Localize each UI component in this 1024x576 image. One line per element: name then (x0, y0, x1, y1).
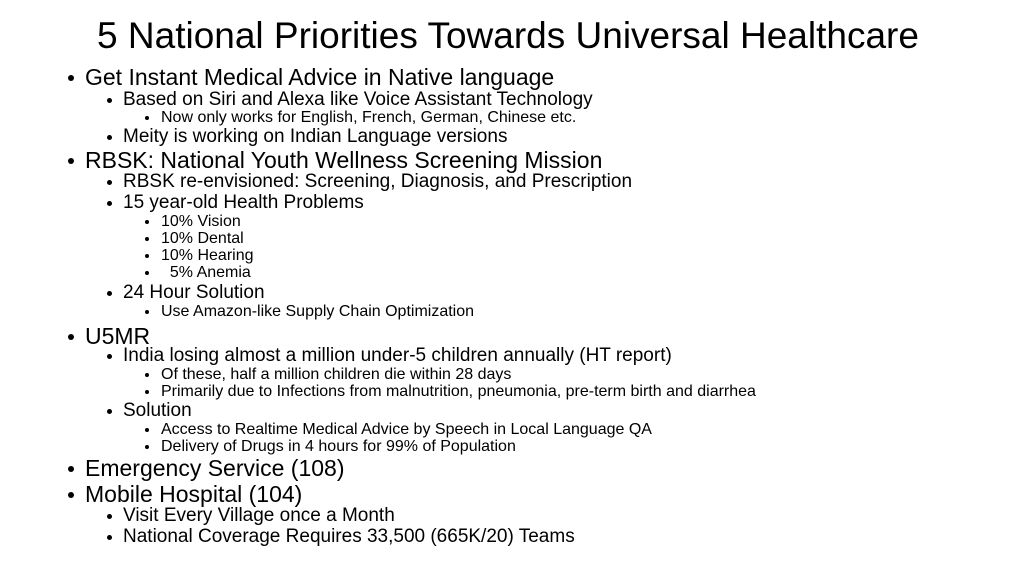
bullet-text: RBSK: National Youth Wellness Screening Mission (85, 147, 603, 173)
bullet-dot-icon (107, 98, 112, 103)
bullet-text: Solution (123, 400, 192, 421)
slide-title: 5 National Priorities Towards Universal Healthcare (97, 15, 919, 56)
bullet-dot-icon (107, 135, 112, 140)
bullet-dot-icon (107, 409, 112, 414)
bullet-text: India losing almost a million under-5 children annually (HT report) (123, 345, 672, 366)
bullet-dot-icon (68, 75, 74, 81)
bullet-dot-icon (68, 466, 74, 472)
bullet-dot-icon (107, 201, 112, 206)
bullet-dot-icon (145, 271, 149, 275)
bullet-text: Access to Realtime Medical Advice by Speech in Local Language QA (161, 421, 652, 438)
bullet-dot-icon (68, 158, 74, 164)
bullet-dot-icon (145, 254, 149, 258)
bullet-text: U5MR (85, 323, 151, 349)
bullet-text: Meity is working on Indian Language versions (123, 126, 508, 147)
bullet-dot-icon (107, 535, 112, 540)
bullet-text: National Coverage Requires 33,500 (665K/20) Teams (123, 526, 575, 547)
bullet-dot-icon (145, 220, 149, 224)
bullet-text: Based on Siri and Alexa like Voice Assistant Technology (123, 89, 593, 110)
bullet-text: 10% Dental (161, 230, 244, 247)
bullet-text: Mobile Hospital (104) (85, 481, 303, 507)
bullet-text: Of these, half a million children die within 28 days (161, 366, 512, 383)
bullet-text: Use Amazon-like Supply Chain Optimization (161, 303, 475, 320)
bullet-dot-icon (107, 514, 112, 519)
bullet-text: 10% Hearing (161, 247, 254, 264)
bullet-text: 5% Anemia (161, 264, 251, 281)
bullet-dot-icon (145, 310, 149, 314)
bullet-text: Get Instant Medical Advice in Native language (85, 64, 555, 90)
bullet-text: Primarily due to Infections from malnutrition, pneumonia, pre-term birth and diarrhea (161, 383, 756, 400)
bullet-text: 10% Vision (161, 213, 241, 230)
bullet-text: Visit Every Village once a Month (123, 505, 395, 526)
bullet-dot-icon (68, 492, 74, 498)
bullet-text: Delivery of Drugs in 4 hours for 99% of Population (161, 438, 516, 455)
bullet-dot-icon (107, 180, 112, 185)
bullet-dot-icon (145, 445, 149, 449)
bullet-text: RBSK re-envisioned: Screening, Diagnosis, and Prescription (123, 171, 633, 192)
bullet-dot-icon (145, 237, 149, 241)
bullet-dot-icon (145, 373, 149, 377)
bullet-text: 24 Hour Solution (123, 282, 265, 303)
bullet-text: 15 year-old Health Problems (123, 192, 364, 213)
bullet-dot-icon (107, 291, 112, 296)
bullet-dot-icon (145, 428, 149, 432)
bullet-dot-icon (145, 116, 149, 120)
bullet-text: Now only works for English, French, German, Chinese etc. (161, 109, 577, 126)
bullet-dot-icon (145, 390, 149, 394)
bullet-dot-icon (68, 334, 74, 340)
bullet-text: Emergency Service (108) (85, 455, 345, 481)
bullet-dot-icon (107, 354, 112, 359)
